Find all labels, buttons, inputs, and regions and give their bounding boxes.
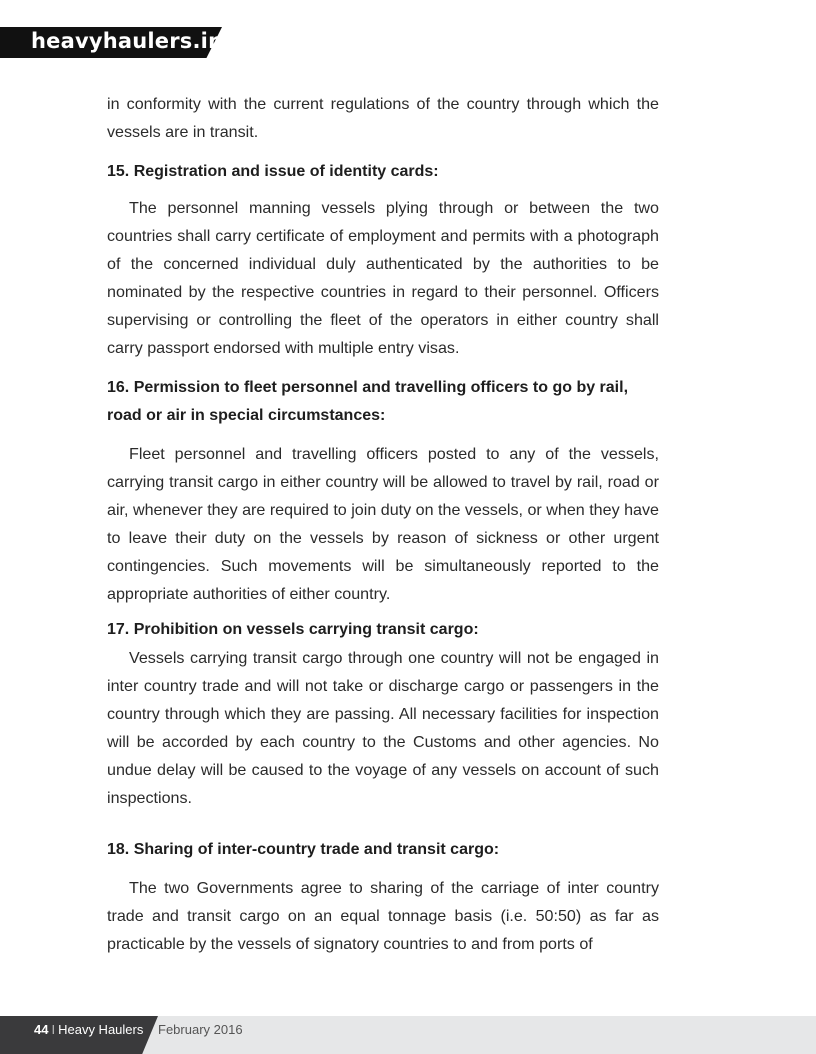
section-17-body: Vessels carrying transit cargo through one country will not be engaged in inter country trade and will not take or discharge cargo or passengers in the country through which they are passing. All necessary facilities for inspection will be accorded by each country to the Customs and other agencies. No undue delay will be caused to the voyage of any vessels on account of such inspections. [107,649,659,807]
issue-date: February 2016 [158,1022,243,1037]
intro-paragraph: in conformity with the current regulations of the country through which the vessels are in transit. [107,95,659,141]
document-body [107,90,659,958]
page-number: 44 [34,1022,49,1037]
magazine-name: Heavy Haulers [58,1022,144,1037]
brand-name: heavyhaulers.in [31,29,224,53]
section-18-body: The two Governments agree to sharing of the carriage of inter country trade and transit cargo on an equal tonnage basis (i.e. 50:50) as far as practicable by the vessels of signatory countries to and from ports of [107,879,659,953]
section-16-body: Fleet personnel and travelling officers posted to any of the vessels, carrying transit cargo in either country will be allowed to travel by rail, road or air, whenever they are required to join duty on the vessels, or when they have to leave their duty on the vessels by reason of sickness or other urgent contingencies. Such movements will be simultaneously reported to the appropriate authorities of either country. [107,445,659,603]
section-18-heading: 18. Sharing of inter-country trade and transit cargo: [107,841,500,858]
footer-separator: I [51,1022,56,1037]
section-17-heading: 17. Prohibition on vessels carrying transit cargo: [107,621,479,638]
section-15-heading: 15. Registration and issue of identity cards: [107,163,439,180]
footer-page-info [34,1022,143,1038]
section-16-heading: 16. Permission to fleet personnel and travelling officers to go by rail, road or air in special circumstances: [107,379,629,424]
section-15-body: The personnel manning vessels plying through or between the two countries shall carry certificate of employment and permits with a photograph of the concerned individual duly authenticated by the authorities to be nominated by the respective countries in regard to their personnel. Officers supervising or controlling the fleet of the operators in either country shall carry passport endorsed with multiple entry visas. [107,199,659,357]
